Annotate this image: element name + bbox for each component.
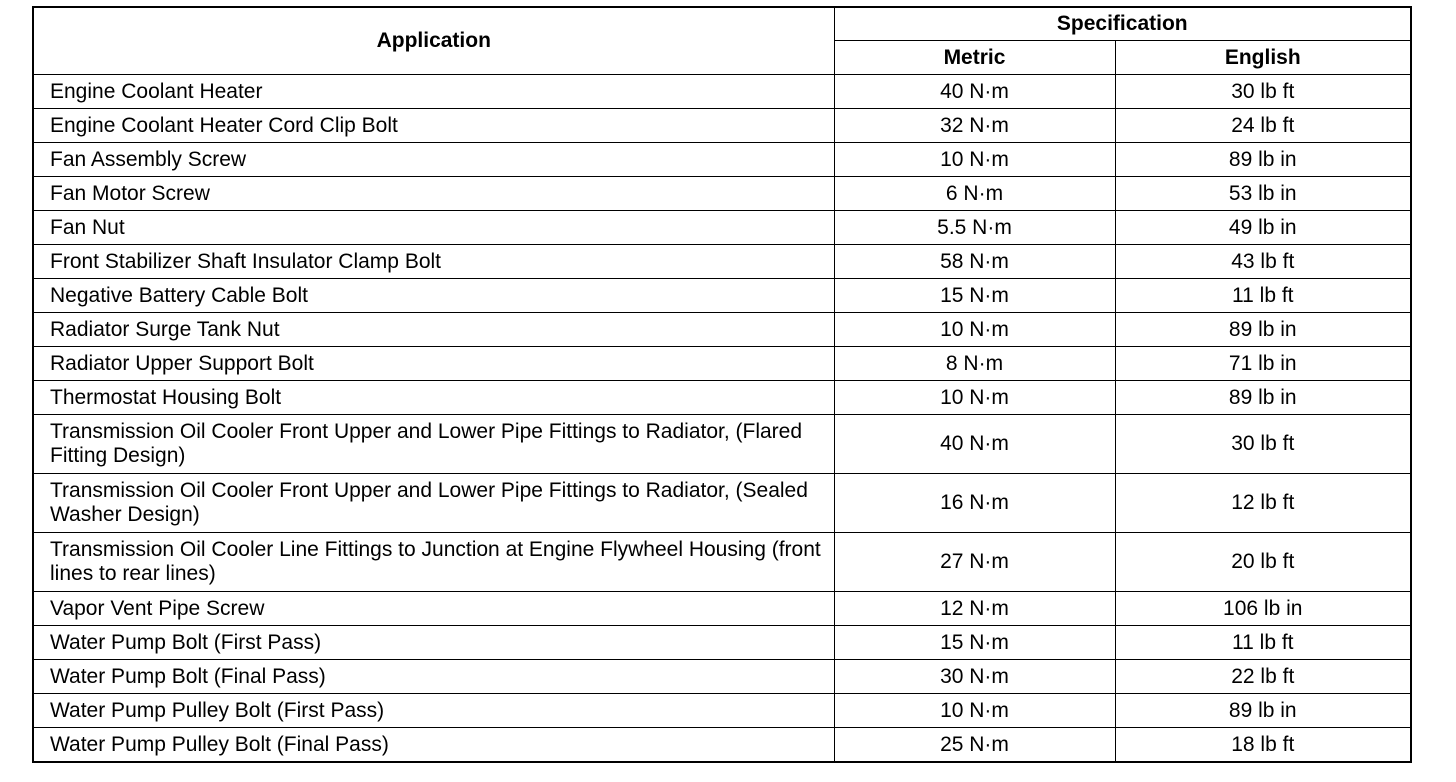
- metric-cell: 10 N·m: [834, 143, 1115, 177]
- english-cell: 89 lb in: [1115, 381, 1411, 415]
- metric-cell: 25 N·m: [834, 728, 1115, 763]
- metric-cell: 32 N·m: [834, 109, 1115, 143]
- english-cell: 89 lb in: [1115, 694, 1411, 728]
- fastener-specification-table: [32, 6, 1412, 763]
- metric-cell: 40 N·m: [834, 415, 1115, 474]
- english-header: English: [1115, 41, 1411, 75]
- table-row: [33, 381, 1411, 415]
- application-cell: Vapor Vent Pipe Screw: [33, 592, 834, 626]
- metric-cell: 15 N·m: [834, 626, 1115, 660]
- application-cell: Fan Assembly Screw: [33, 143, 834, 177]
- metric-cell: 10 N·m: [834, 381, 1115, 415]
- english-cell: 22 lb ft: [1115, 660, 1411, 694]
- application-cell: Water Pump Pulley Bolt (Final Pass): [33, 728, 834, 763]
- table-row: [33, 415, 1411, 474]
- application-cell: Radiator Upper Support Bolt: [33, 347, 834, 381]
- english-cell: 89 lb in: [1115, 313, 1411, 347]
- table-row: [33, 177, 1411, 211]
- metric-cell: 12 N·m: [834, 592, 1115, 626]
- metric-cell: 10 N·m: [834, 694, 1115, 728]
- application-cell: Radiator Surge Tank Nut: [33, 313, 834, 347]
- metric-cell: 15 N·m: [834, 279, 1115, 313]
- english-cell: 11 lb ft: [1115, 279, 1411, 313]
- english-cell: 12 lb ft: [1115, 474, 1411, 533]
- table-row: [33, 211, 1411, 245]
- table-row: [33, 660, 1411, 694]
- application-cell: Fan Nut: [33, 211, 834, 245]
- table-row: [33, 626, 1411, 660]
- table-row: [33, 728, 1411, 763]
- specification-header: Specification: [834, 7, 1411, 41]
- table-row: [33, 474, 1411, 533]
- metric-cell: 16 N·m: [834, 474, 1115, 533]
- application-cell: Front Stabilizer Shaft Insulator Clamp Bolt: [33, 245, 834, 279]
- header-row-top: [33, 7, 1411, 41]
- metric-cell: 30 N·m: [834, 660, 1115, 694]
- application-header: Application: [33, 7, 834, 75]
- metric-cell: 40 N·m: [834, 75, 1115, 109]
- application-cell: Water Pump Pulley Bolt (First Pass): [33, 694, 834, 728]
- english-cell: 71 lb in: [1115, 347, 1411, 381]
- table-row: [33, 279, 1411, 313]
- english-cell: 106 lb in: [1115, 592, 1411, 626]
- english-cell: 11 lb ft: [1115, 626, 1411, 660]
- metric-header: Metric: [834, 41, 1115, 75]
- table-row: [33, 347, 1411, 381]
- table-row: [33, 694, 1411, 728]
- table-row: [33, 143, 1411, 177]
- table-row: [33, 533, 1411, 592]
- metric-cell: 8 N·m: [834, 347, 1115, 381]
- metric-cell: 10 N·m: [834, 313, 1115, 347]
- table-row: [33, 109, 1411, 143]
- english-cell: 30 lb ft: [1115, 75, 1411, 109]
- application-cell: Water Pump Bolt (Final Pass): [33, 660, 834, 694]
- english-cell: 24 lb ft: [1115, 109, 1411, 143]
- english-cell: 89 lb in: [1115, 143, 1411, 177]
- application-cell: Engine Coolant Heater: [33, 75, 834, 109]
- metric-cell: 6 N·m: [834, 177, 1115, 211]
- english-cell: 18 lb ft: [1115, 728, 1411, 763]
- table-row: [33, 245, 1411, 279]
- english-cell: 20 lb ft: [1115, 533, 1411, 592]
- table-row: [33, 75, 1411, 109]
- application-cell: Thermostat Housing Bolt: [33, 381, 834, 415]
- table-row: [33, 592, 1411, 626]
- english-cell: 49 lb in: [1115, 211, 1411, 245]
- application-cell: Fan Motor Screw: [33, 177, 834, 211]
- english-cell: 53 lb in: [1115, 177, 1411, 211]
- application-cell: Transmission Oil Cooler Front Upper and Lower Pipe Fittings to Radiator, (Flared Fitting Design): [33, 415, 834, 474]
- metric-cell: 27 N·m: [834, 533, 1115, 592]
- table-row: [33, 313, 1411, 347]
- application-cell: Water Pump Bolt (First Pass): [33, 626, 834, 660]
- metric-cell: 58 N·m: [834, 245, 1115, 279]
- application-cell: Transmission Oil Cooler Line Fittings to Junction at Engine Flywheel Housing (front lines to rear lines): [33, 533, 834, 592]
- table-body: [33, 75, 1411, 763]
- application-cell: Engine Coolant Heater Cord Clip Bolt: [33, 109, 834, 143]
- english-cell: 30 lb ft: [1115, 415, 1411, 474]
- application-cell: Transmission Oil Cooler Front Upper and Lower Pipe Fittings to Radiator, (Sealed Washer Design): [33, 474, 834, 533]
- application-cell: Negative Battery Cable Bolt: [33, 279, 834, 313]
- metric-cell: 5.5 N·m: [834, 211, 1115, 245]
- english-cell: 43 lb ft: [1115, 245, 1411, 279]
